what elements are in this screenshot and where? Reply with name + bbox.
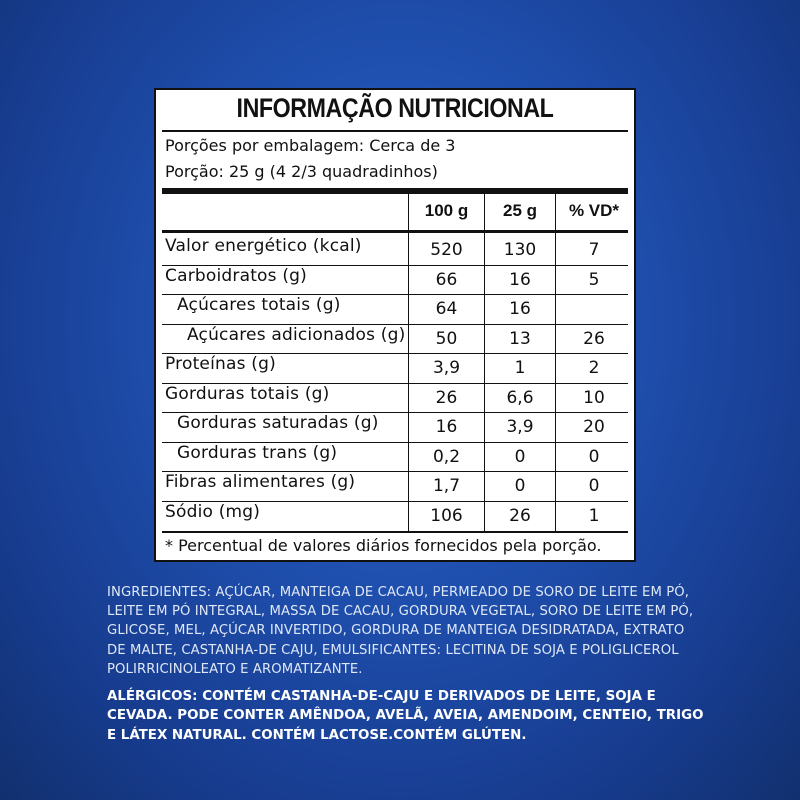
value-per-100g: 520 xyxy=(430,240,463,260)
value-per-25g: 16 xyxy=(509,299,531,319)
header-divider xyxy=(162,230,628,233)
value-daily-percent: 1 xyxy=(588,505,600,526)
nutrient-label: Sódio (mg) xyxy=(165,501,261,522)
value-per-100g: 106 xyxy=(430,505,463,526)
value-per-100g: 66 xyxy=(435,269,458,290)
value-daily-percent: 2 xyxy=(588,358,600,378)
nutrient-label: Valor energético (kcal) xyxy=(165,236,362,256)
thick-divider xyxy=(162,188,628,194)
nutrition-title: INFORMAÇÃO NUTRICIONAL xyxy=(236,93,554,123)
value-per-25g: 13 xyxy=(509,328,531,349)
value-daily-percent: 20 xyxy=(583,417,605,437)
nutrient-label: Gorduras trans (g) xyxy=(177,442,338,463)
value-per-25g: 26 xyxy=(509,505,531,526)
value-per-100g: 3,9 xyxy=(432,358,461,378)
value-per-25g: 3,9 xyxy=(506,417,534,437)
nutrient-label: Açúcares adicionados (g) xyxy=(187,324,406,345)
nutrient-label: Carboidratos (g) xyxy=(165,265,307,286)
column-header-25g: 25 g xyxy=(502,201,538,220)
footnote: * Percentual de valores diários fornecidos pela porção. xyxy=(165,536,602,555)
value-per-100g: 0,2 xyxy=(432,446,461,467)
nutrient-label: Açúcares totais (g) xyxy=(177,295,341,315)
value-per-25g: 130 xyxy=(503,240,537,260)
value-per-100g: 1,7 xyxy=(432,476,461,496)
value-daily-percent: 0 xyxy=(588,476,600,496)
value-per-25g: 0 xyxy=(514,476,526,496)
table-bottom-divider xyxy=(162,531,628,533)
servings-per-package: Porções por embalagem: Cerca de 3 xyxy=(165,136,456,155)
nutrient-label: Gorduras totais (g) xyxy=(165,383,330,404)
value-daily-percent: 26 xyxy=(583,328,605,349)
ingredients-text: INGREDIENTES: AÇÚCAR, MANTEIGA DE CACAU, PERMEADO DE SORO DE LEITE EM PÓ, LEITE EM PÓ INTEGRAL, MASSA DE CACAU, GORDURA VEGETAL, SORO DE LEITE EM PÓ, GLICOSE, MEL, AÇÚCAR INVERTIDO, GORDURA DE MANTEIGA DESIDRATADA, EXTRATO DE MALTE, CASTANHA-DE CAJU, EMULSIFICANTES: LECITINA DE SOJA E POLIGLICEROL POLIRRICINOLEATO E AROMATIZANTE. xyxy=(107,585,694,677)
allergens-text: ALÉRGICOS: CONTÉM CASTANHA-DE-CAJU E DERIVADOS DE LEITE, SOJA E CEVADA. PODE CONTER AMÊNDOA, AVELÃ, AVEIA, AMENDOIM, CENTEIO, TRIGO E LÁTEX NATURAL. CONTÉM LACTOSE.CONTÉM GLÚTEN. xyxy=(107,689,704,743)
column-header-100g: 100 g xyxy=(424,201,469,220)
value-per-100g: 16 xyxy=(435,417,458,437)
nutrient-label: Fibras alimentares (g) xyxy=(165,472,356,492)
title-divider xyxy=(162,130,628,132)
nutrition-facts-panel xyxy=(154,88,636,562)
value-daily-percent: 7 xyxy=(588,240,600,260)
value-daily-percent: 10 xyxy=(583,387,605,408)
value-per-100g: 26 xyxy=(435,387,458,408)
value-per-25g: 1 xyxy=(514,358,526,378)
value-per-25g: 16 xyxy=(509,269,531,290)
serving-size: Porção: 25 g (4 2/3 quadradinhos) xyxy=(165,162,438,181)
column-header-vd: % VD* xyxy=(568,201,620,220)
nutrient-label: Proteínas (g) xyxy=(165,354,276,374)
value-per-25g: 0 xyxy=(514,446,526,467)
value-per-25g: 6,6 xyxy=(506,387,534,408)
value-daily-percent: 0 xyxy=(588,446,600,467)
value-daily-percent: 5 xyxy=(588,269,600,290)
value-per-100g: 50 xyxy=(435,328,458,349)
value-per-100g: 64 xyxy=(435,299,458,319)
nutrient-label: Gorduras saturadas (g) xyxy=(177,413,379,433)
